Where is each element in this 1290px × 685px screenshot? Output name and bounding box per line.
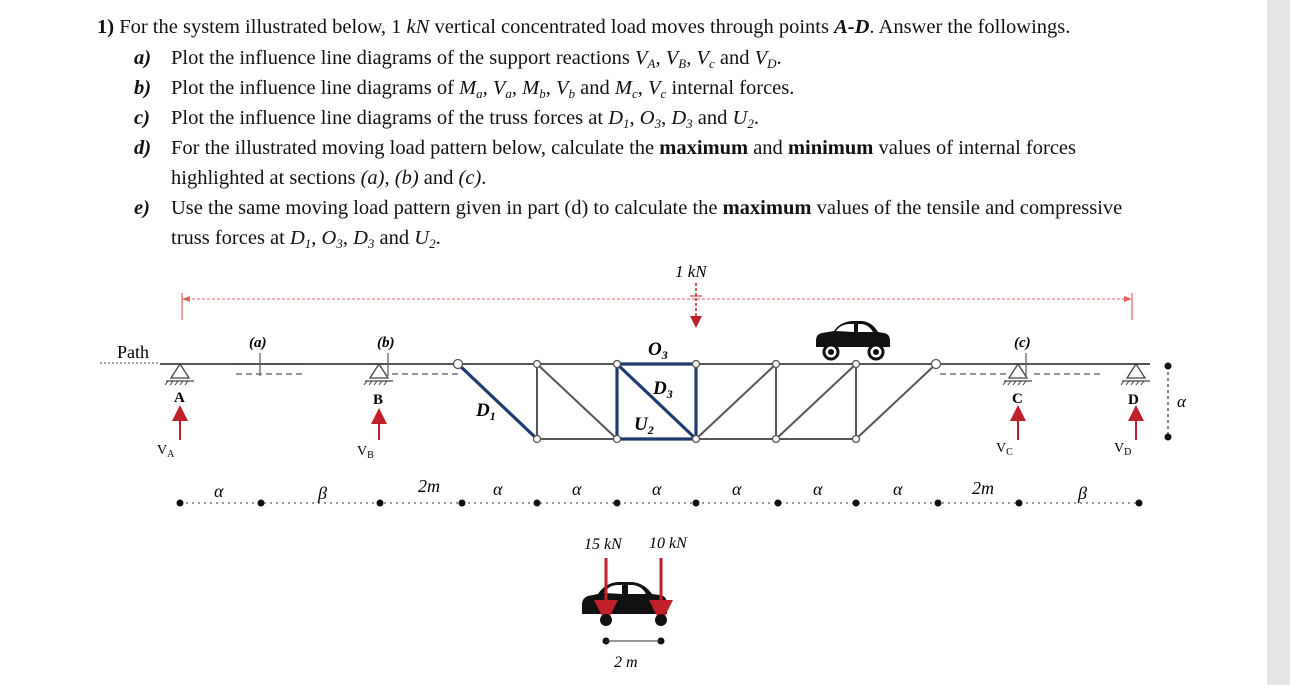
part-c-label: c)	[134, 107, 150, 129]
reaction-va: $V_A$	[157, 443, 175, 460]
load-pattern-spacing: 2 m	[614, 654, 638, 671]
support-d	[1121, 364, 1150, 385]
intro-pre: For the system illustrated below, 1	[119, 16, 407, 38]
dim-3: α	[493, 479, 503, 499]
dimension-labels	[214, 476, 1087, 503]
support-letter-b: B	[373, 392, 384, 408]
path-label: Path	[117, 342, 150, 362]
problem-number: 1)	[97, 16, 115, 38]
car-icon	[816, 321, 890, 359]
dim-2: 2m	[418, 476, 440, 496]
part-e-line2: truss forces at $D_1$, $O_3$, $D_3$ and $U_2$.	[171, 227, 441, 251]
dim-6: α	[732, 479, 742, 499]
vertical-dimension	[1165, 363, 1172, 441]
dim-10: β	[1078, 483, 1087, 503]
intro-mid: vertical concentrated load moves through points	[429, 16, 835, 38]
path-end-arrow	[1124, 296, 1132, 302]
dim-8: α	[893, 479, 903, 499]
section-b-label: (b)	[377, 335, 395, 351]
part-d-line2: highlighted at sections (a), (b) and (c).	[171, 167, 487, 189]
support-a	[165, 364, 194, 385]
moving-load-label: 1 kN	[675, 262, 707, 281]
load-pattern-wheels	[600, 614, 667, 645]
part-d-line1: For the illustrated moving load pattern below, calculate the maximum and minimum values of internal forces	[171, 137, 1077, 159]
intro-points: A-D	[834, 16, 870, 38]
section-c-label: (c)	[1014, 335, 1031, 351]
part-b-label: b)	[134, 77, 152, 99]
support-letter-d: D	[1128, 392, 1139, 408]
dim-5: α	[652, 479, 662, 499]
part-d-label: d)	[134, 137, 152, 159]
load-pattern-load1: 15 kN	[584, 536, 622, 553]
part-e-label: e)	[134, 197, 150, 219]
label-o3: $O_3$	[648, 339, 668, 362]
reaction-vc: $V_C$	[996, 441, 1013, 458]
part-c-text: Plot the influence line diagrams of the truss forces at $D_1$, $O_3$, $D_3$ and $U_2$.	[171, 107, 759, 131]
vertical-dim-label: α	[1177, 392, 1186, 411]
intro-post: . Answer the followings.	[869, 16, 1071, 38]
dim-0: α	[214, 481, 224, 501]
section-a-label: (a)	[249, 335, 267, 351]
member-d3	[617, 364, 696, 439]
dim-9: 2m	[972, 478, 994, 498]
support-b	[364, 364, 393, 385]
reaction-vb: $V_B$	[357, 444, 374, 461]
part-a-text: Plot the influence line diagrams of the support reactions $V_A$, $V_B$, $V_c$ and $V_D$.	[171, 47, 782, 71]
reaction-arrows	[180, 413, 1136, 440]
member-d1	[458, 364, 537, 439]
support-letter-c: C	[1012, 391, 1023, 407]
label-d3: $D_3$	[653, 378, 673, 401]
dim-7: α	[813, 479, 823, 499]
path-start-arrow	[182, 296, 190, 302]
part-e-line1: Use the same moving load pattern given in part (d) to calculate the maximum values of the tensile and compressive	[171, 197, 1123, 219]
part-b-text: Plot the influence line diagrams of $M_a$, $V_a$, $M_b$, $V_b$ and $M_c$, $V_c$ internal forces.	[171, 77, 795, 101]
dim-4: α	[572, 479, 582, 499]
part-a-label: a)	[134, 47, 152, 69]
label-u2: $U_2$	[634, 414, 654, 437]
support-letter-a: A	[174, 390, 185, 406]
load-pattern-load2: 10 kN	[649, 535, 687, 552]
dim-1: β	[318, 483, 327, 503]
label-d1: $D_1$	[476, 400, 496, 423]
reaction-vd: $V_D$	[1114, 441, 1132, 458]
load-pattern-car-icon	[582, 582, 667, 614]
support-c	[1003, 364, 1032, 385]
intro-unit: kN	[406, 16, 430, 38]
